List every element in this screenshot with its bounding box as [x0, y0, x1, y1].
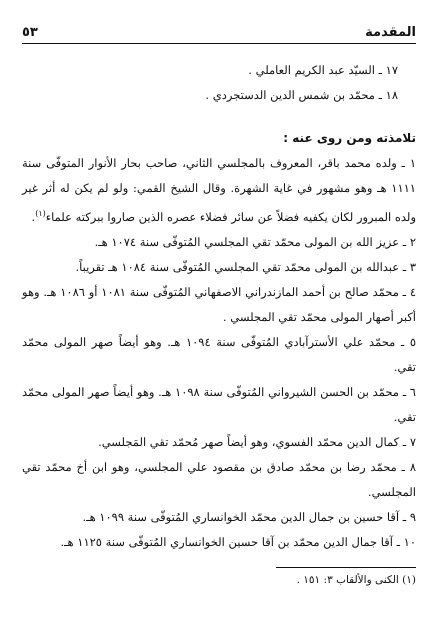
footnote-divider — [276, 567, 416, 568]
student-entry: ١٠ ـ آقا جمال الدين محمّد بن آقا حسين الخوانساري المُتوفّى سنة ١١٢٥ هـ. — [60, 534, 416, 549]
entry-end: . — [31, 209, 36, 224]
page-header — [22, 18, 416, 44]
list-item: ١٨ ـ محمّد بن شمس الدين الدستجردي . — [205, 88, 398, 102]
student-entry: ٩ ـ آقا حسين بن جمال الدين محمّد الخوانساري المُتوفّى سنة ١٠٩٩ هـ. — [82, 509, 416, 524]
student-entry: ٥ ـ محمّد علي الأسترآبادي المُتوفّى سنة ١٠٩٤ هـ. وهو أيضاً صهر المولى محمّد تقي. — [22, 334, 416, 374]
student-entry: ٣ ـ عبدالله بن المولى محمّد تقي المجلسي المُتوفّى سنة ١٠٨٤ هـ تقريباً. — [75, 259, 416, 274]
chapter-title: المقدمة — [365, 25, 416, 40]
entry-text: ١ ـ ولده محمد باقر، المعروف بالمجلسي الثاني، صاحب بحار الأنوار المتوفّى سنة ١١١١ هـ وهو مشهور في غاية الشهرة. وقال الشيخ القمي: ولو لم يكن له أثر غير ولده المبرور لكان يكفيه فضلاً عن سائر فضلاء عصره الذين صاروا ببركته علماء — [22, 156, 416, 224]
student-entry: ٦ ـ محمّد بن الحسن الشيرواني المُتوفّى سنة ١٠٩٨ هـ. وهو أيضاً صهر المولى محمّد تقي. — [22, 384, 416, 424]
student-entry — [22, 151, 416, 230]
footnote-marker: (١) — [35, 209, 46, 218]
page-body — [22, 58, 416, 555]
student-entry: ٧ ـ كمال الدين محمّد الفسوي، وهو أيضاً صهر مُحمّد تقي المَجلسي. — [98, 434, 416, 449]
section-heading: تلامذته ومن روى عنه : — [283, 131, 416, 145]
page-number: ٥٣ — [22, 25, 38, 40]
student-entry: ٨ ـ محمّد رضا بن محمّد صادق بن مقصود علي المجلسي، وهو ابن أخ محمّد تقي المجلسي. — [22, 459, 416, 499]
student-entry: ٢ ـ عزيز الله بن المولى محمّد تقي المجلسي المُتوفّى سنة ١٠٧٤ هـ. — [94, 234, 416, 249]
footnote: (١) الكنى والألقاب ٣: ١٥١ . — [296, 574, 416, 586]
student-entry: ٤ ـ محمّد صالح بن أحمد المازندراني الاصفهاني المُتوفّى سنة ١٠٨١ أو ١٠٨٦ هـ. وهو أكبر أصهار المولى محمّد تقي المجلسي . — [22, 284, 416, 324]
list-item: ١٧ ـ السيّد عبد الكريم العاملي . — [248, 63, 398, 77]
footnote-area — [22, 567, 416, 597]
